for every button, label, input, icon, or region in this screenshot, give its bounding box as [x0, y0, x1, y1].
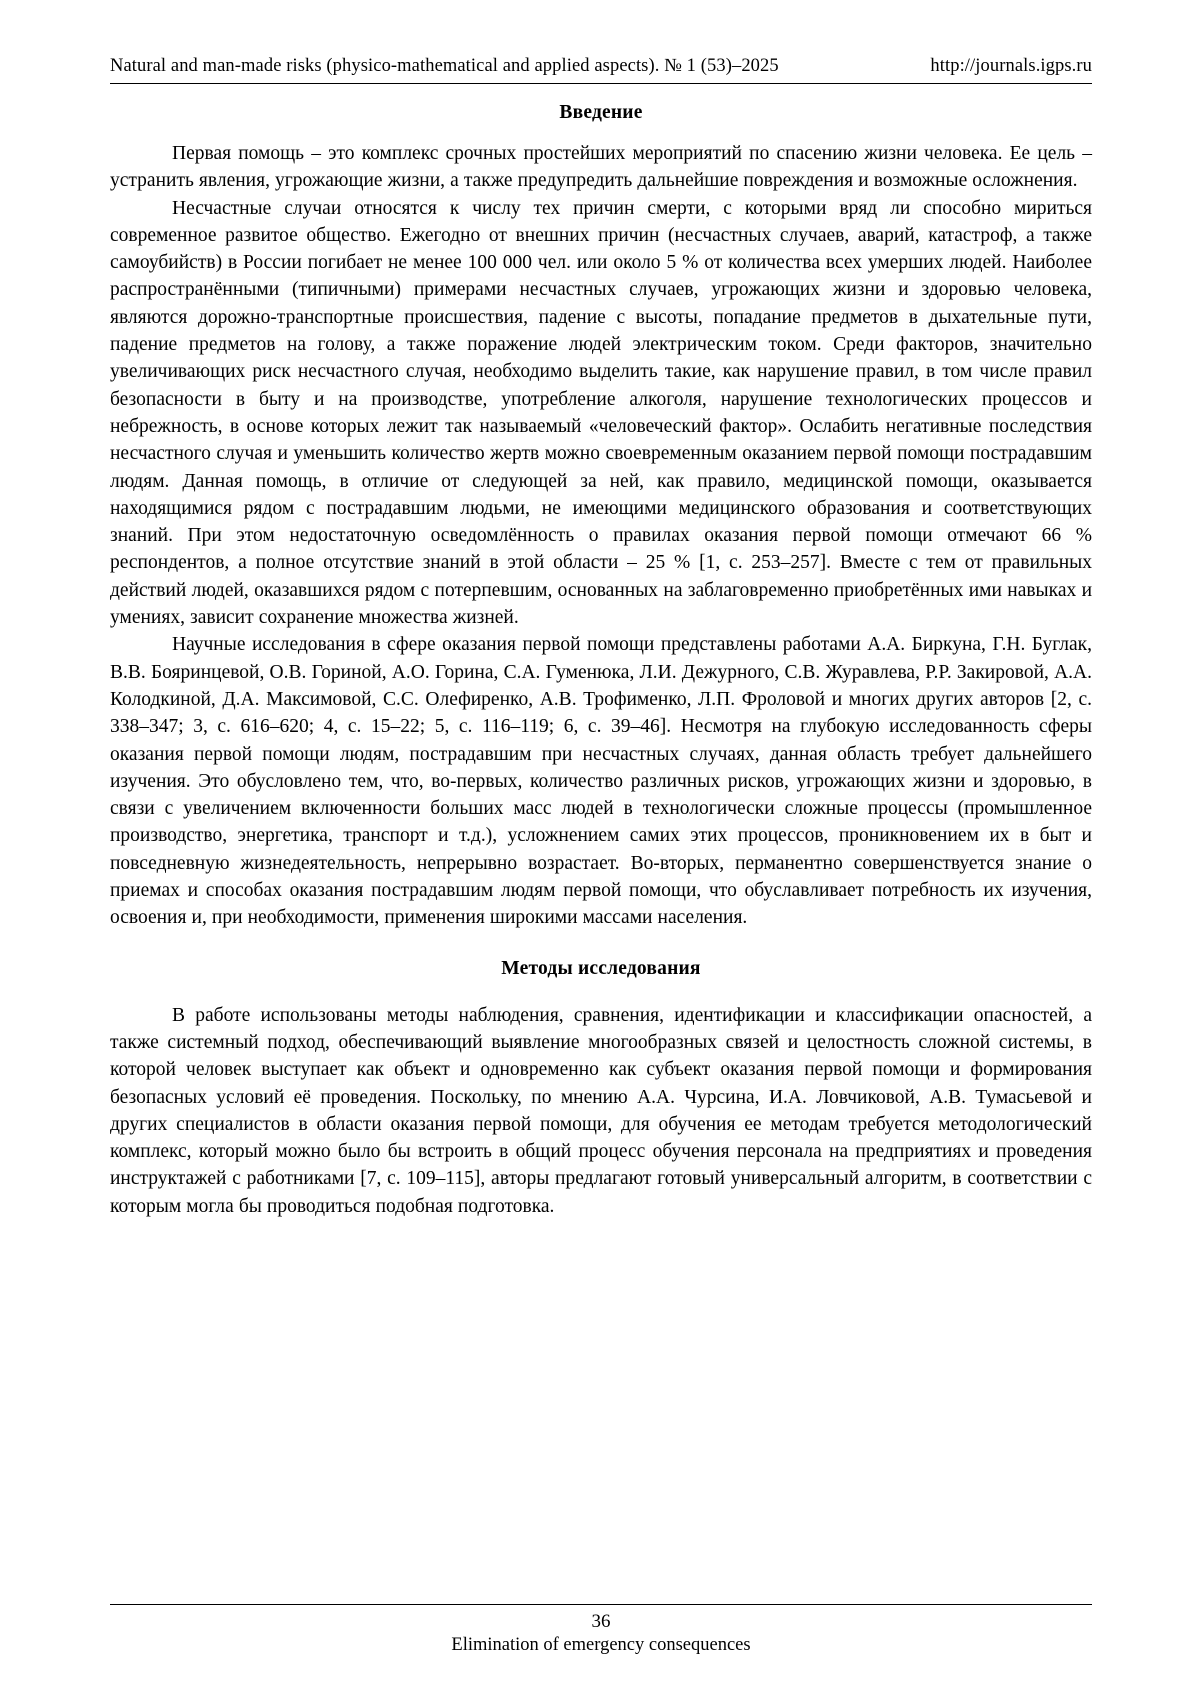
page-header — [110, 56, 1092, 83]
page-content — [110, 84, 1092, 1220]
footer-note: Elimination of emergency consequences — [451, 1635, 751, 1655]
section-heading-methods: Методы исследования — [501, 957, 701, 979]
header-journal-url[interactable]: http://journals.igps.ru — [930, 56, 1092, 76]
section-heading-introduction: Введение — [559, 102, 643, 123]
paragraph: Первая помощь – это комплекс срочных простейших мероприятий по спасению жизни человека. Ее цель – устранить явления, угрожающие жизни, а также предупредить дальнейшие повреждения и возможные осложнения. — [110, 143, 1092, 192]
paragraph: Несчастные случаи относятся к числу тех причин смерти, с которыми вряд ли способно мириться современное развитое общество. Ежегодно от внешних причин (несчастных случаев, аварий, катастроф, а также самоубийств) в России погибает не менее 100 000 чел. или около 5 % от количества всех умерших людей. Наиболее распространёнными (типичными) примерами несчастных случаев, угрожающих жизни и здоровью человека, являются дорожно-транспортные происшествия, падение с высоты, попадание предметов в дыхательные пути, падение предметов на голову, а также поражение людей электрическим током. Среди факторов, значительно увеличивающих риск несчастного случая, необходимо выделить такие, как нарушение правил, в том числе правил безопасности в быту и на производстве, употребление алкоголя, нарушение технологических процессов и небрежность, в основе которых лежит так называемый «человеческий фактор». Ослабить негативные последствия несчастного случая и уменьшить количество жертв можно своевременным оказанием первой помощи пострадавшим людям. Данная помощь, в отличие от следующей за ней, как правило, медицинской помощи, оказывается находящимися рядом с пострадавшим людьми, не имеющими медицинского образования и соответствующих знаний. При этом недостаточную осведомлённость о правилах оказания первой помощи отмечают 66 % респондентов, а полное отсутствие знаний в этой области – 25 % [1, с. 253–257]. Вместе с тем от правильных действий людей, оказавшихся рядом с потерпевшим, основанных на заблаговременно приобретённых ими навыках и умениях, зависит сохранение множества жизней. — [110, 197, 1092, 629]
page-footer — [110, 1604, 1092, 1656]
paragraph: Научные исследования в сфере оказания первой помощи представлены работами А.А. Биркуна, Г.Н. Буглак, В.В. Бояринцевой, О.В. Гориной, А.О. Горина, С.А. Гуменюка, Л.И. Дежурного, С.В. Журавлева, Р.Р. Закировой, А.А. Колодкиной, Д.А. Максимовой, С.С. Олефиренко, А.В. Трофименко, Л.П. Фроловой и многих других авторов [2, с. 338–347; 3, с. 616–620; 4, с. 15–22; 5, с. 116–119; 6, с. 39–46]. Несмотря на глубокую исследованность сферы оказания первой помощи людям, пострадавшим при несчастных случаях, данная область требует дальнейшего изучения. Это обусловлено тем, что, во-первых, количество различных рисков, угрожающих жизни и здоровью, в связи с увеличением включенности больших масс людей в технологически сложные процессы (промышленное производство, энергетика, транспорт и т.д.), усложнением самих этих процессов, проникновением их в быт и повседневную жизнедеятельность, непрерывно возрастает. Во-вторых, перманентно совершенствуется знание о приемах и способах оказания пострадавшим людям первой помощи, что обуславливает потребность их изучения, освоения и, при необходимости, применения широкими массами населения. — [110, 634, 1092, 929]
page-number: 36 — [591, 1611, 611, 1632]
header-journal-title: Natural and man-made risks (physico-mathematical and applied aspects). № 1 (53)–2025 — [110, 56, 779, 76]
footer-divider — [110, 1604, 1092, 1605]
paragraph: В работе использованы методы наблюдения, сравнения, идентификации и классификации опасностей, а также системный подход, обеспечивающий выявление многообразных связей и целостность сложной системы, в которой человек выступает как объект и одновременно как субъект оказания первой помощи и формирования безопасных условий её проведения. Поскольку, по мнению А.А. Чурсина, И.А. Ловчиковой, А.В. Тумасьевой и других специалистов в области оказания первой помощи, для обучения ее методам требуется методологический комплекс, который можно было бы встроить в общий процесс обучения персонала на предприятиях и проведения инструктажей с работниками [7, с. 109–115], авторы предлагают готовый универсальный алгоритм, в соответствии с которым могла бы проводиться подобная подготовка. — [110, 1004, 1092, 1217]
